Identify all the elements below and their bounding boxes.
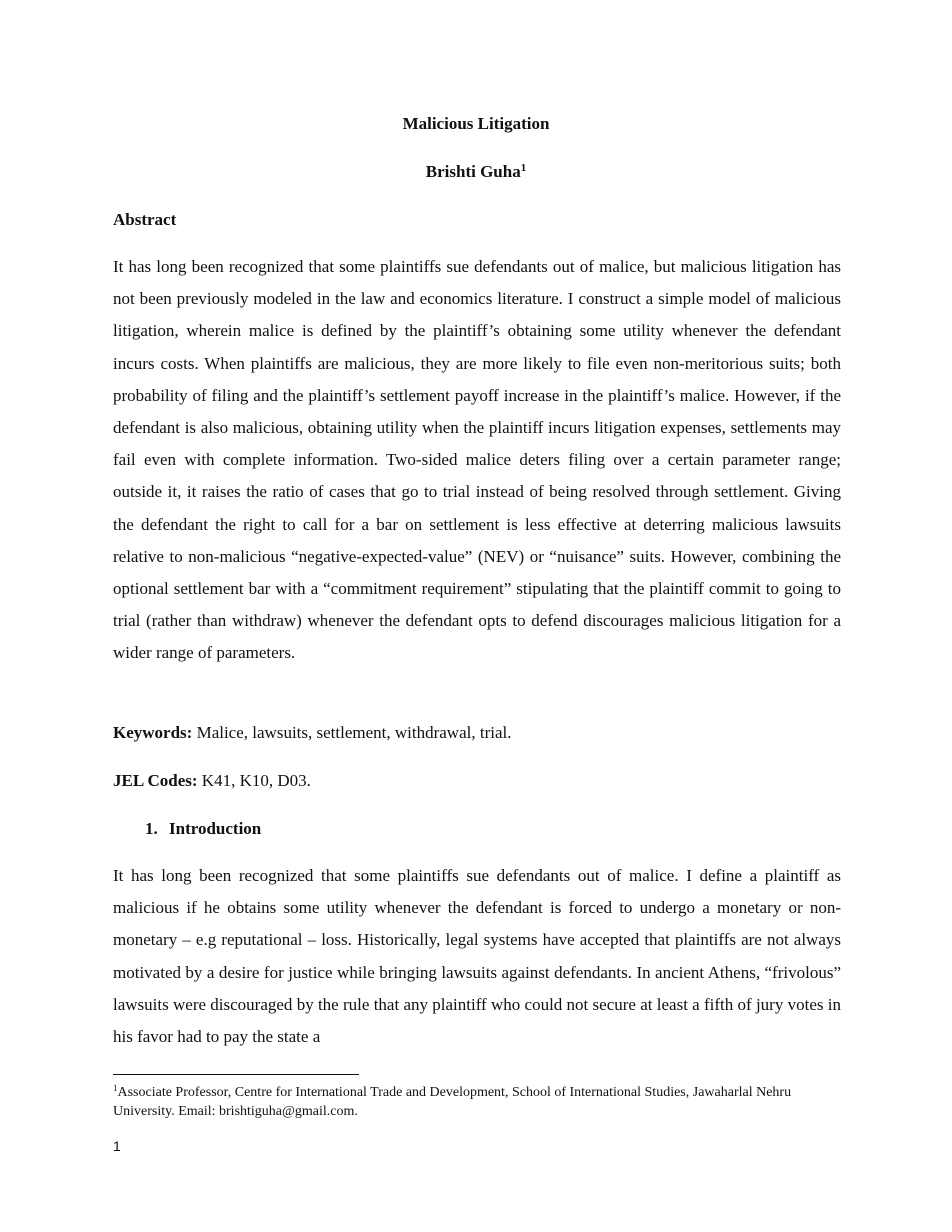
abstract-text: It has long been recognized that some plaintiffs sue defendants out of malice, but malicious litigation has not been previously modeled in the law and economics literature. I construct a simple model of malicious litigation, wherein malice is defined by the plaintiff’s obtaining some utility whenever the defendant incurs costs. When plaintiffs are malicious, they are more likely to file even non-meritorious suits; both probability of filing and the plaintiff’s settlement payoff increase in the plaintiff’s malice. However, if the defendant is also malicious, obtaining utility when the plaintiff incurs litigation expenses, settlements may fail even with complete information. Two-sided malice deters filing over a certain parameter range; outside it, it raises the ratio of cases that go to trial instead of being resolved through settlement. Giving the defendant the right to call for a bar on settlement is less effective at deterring malicious lawsuits relative to non-malicious “negative-expected-value” (NEV) or “nuisance” suits. However, combining the optional settlement bar with a “commitment requirement” stipulating that the plaintiff commit to going to trial (rather than withdraw) whenever the defendant opts to defend discourages malicious litigation for a wider range of parameters. xyxy=(113,257,841,663)
section-number: 1. xyxy=(145,819,158,838)
jel-label: JEL Codes: xyxy=(113,771,198,790)
keywords-line xyxy=(113,717,841,749)
section-title: Introduction xyxy=(169,819,262,838)
author-name: Brishti Guha xyxy=(425,162,521,181)
footnote-divider xyxy=(113,1074,359,1075)
introduction-text: It has long been recognized that some plaintiffs sue defendants out of malice. I define a plaintiff as malicious if he obtains some utility whenever the defendant is forced to undergo a monetary or non-monetary – e.g reputational – loss. Historically, legal systems have accepted that plaintiffs are not always motivated by a desire for justice while bringing lawsuits against defendants. In ancient Athens, “frivolous” lawsuits were discouraged by the rule that any plaintiff who could not secure at least a fifth of jury votes in his favor had to pay the state a xyxy=(113,866,841,1047)
author-line xyxy=(0,161,952,183)
paper-title: Malicious Litigation xyxy=(402,114,550,133)
page-number: 1 xyxy=(113,1138,121,1154)
abstract-heading: Abstract xyxy=(113,210,177,229)
footnote xyxy=(113,1083,853,1121)
jel-text: K41, K10, D03. xyxy=(197,771,311,790)
author-footnote-mark: 1 xyxy=(520,162,527,174)
section-heading-introduction xyxy=(145,818,261,840)
footnote-mark: 1 xyxy=(113,1083,118,1093)
footnote-text: Associate Professor, Centre for International Trade and Development, School of International Studies, Jawaharlal Nehru University. Email: brishtiguha@gmail.com. xyxy=(113,1085,792,1119)
keywords-label: Keywords: xyxy=(113,723,193,742)
keywords-text: Malice, lawsuits, settlement, withdrawal, trial. xyxy=(192,723,512,742)
jel-codes-line xyxy=(113,765,841,797)
